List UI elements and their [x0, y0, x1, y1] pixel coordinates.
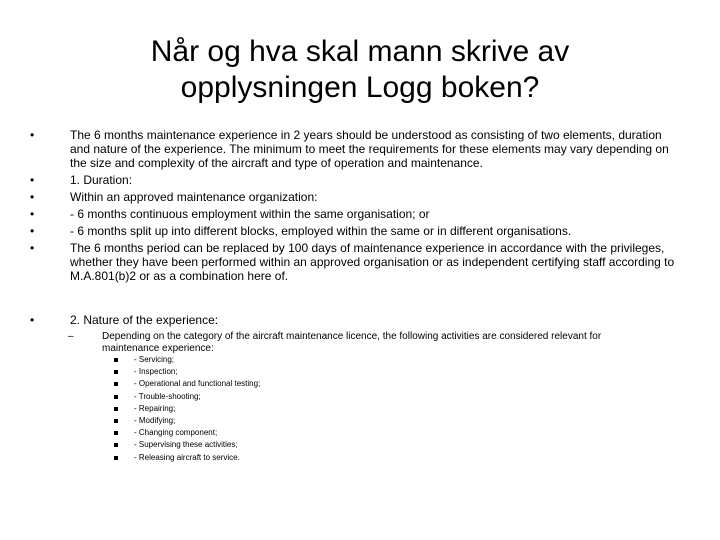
activity-item	[0, 403, 720, 415]
activity-text: - Servicing;	[134, 355, 175, 364]
activity-item	[0, 354, 720, 366]
activity-text: - Supervising these activities;	[134, 440, 238, 450]
list-item-text: 1. Duration:	[70, 173, 133, 187]
list-item-text: The 6 months maintenance experience in 2 years should be understood as consisting of two elements, duration and nature of the experience. The minimum to meet the requirements for these elements may vary depending on the size and complexity of the aircraft and type of operation and maintenance.	[70, 128, 669, 170]
activities-list	[0, 354, 720, 464]
activity-text: - Changing component;	[134, 428, 218, 438]
sub-list	[0, 331, 720, 355]
slide-title-line-1: Når og hva skal mann skrive av	[150, 35, 570, 68]
square-bullet-icon	[114, 419, 118, 423]
square-bullet-icon	[114, 358, 118, 362]
bullet-icon: •	[30, 128, 35, 142]
activity-text: - Inspection;	[134, 367, 178, 377]
activity-item	[0, 366, 720, 378]
sub-list-item	[0, 331, 720, 355]
bullet-icon: •	[30, 173, 35, 187]
square-bullet-icon	[114, 443, 118, 447]
bullet-icon: •	[30, 207, 35, 221]
list-item-text: Within an approved maintenance organization:	[70, 190, 318, 204]
activity-item	[0, 452, 720, 464]
square-bullet-icon	[114, 382, 118, 386]
list-item	[0, 173, 720, 187]
square-bullet-icon	[114, 456, 118, 460]
list-item	[0, 190, 720, 204]
activity-text: - Trouble-shooting;	[134, 391, 201, 401]
square-bullet-icon	[114, 431, 118, 435]
list-item-text: The 6 months period can be replaced by 100 days of maintenance experience in accordance with the privileges, whether they have been performed within an approved organisation or as independent certifying staff according to M.A.801(b)2 or as a combination here of.	[70, 241, 675, 283]
activity-text: - Modifying;	[134, 416, 176, 426]
activity-item	[0, 391, 720, 403]
square-bullet-icon	[114, 395, 118, 399]
bullet-icon: •	[30, 241, 35, 255]
list-item	[0, 207, 720, 221]
list-item	[0, 313, 720, 327]
activity-text: - Releasing aircraft to service.	[134, 452, 240, 462]
sub-list-item-text: Depending on the category of the aircraft maintenance licence, the following activities are considered relevant for maintenance experience:	[102, 331, 602, 354]
square-bullet-icon	[114, 407, 118, 411]
list-item	[0, 241, 720, 283]
main-bullet-list	[0, 128, 720, 283]
slide-title-line-2: opplysningen Logg boken?	[180, 71, 540, 104]
bullet-icon: •	[30, 224, 35, 238]
square-bullet-icon	[114, 370, 118, 374]
activity-text: - Operational and functional testing;	[134, 379, 261, 389]
nature-heading: 2. Nature of the experience:	[70, 313, 219, 327]
list-item	[0, 224, 720, 238]
list-item-text: - 6 months split up into different blocks, employed within the same or in different organisations.	[70, 224, 572, 238]
activity-item	[0, 427, 720, 439]
list-item	[0, 128, 720, 170]
activity-item	[0, 439, 720, 451]
bullet-icon: •	[30, 313, 35, 327]
nature-section	[0, 313, 720, 327]
bullet-icon: •	[30, 190, 35, 204]
activity-item	[0, 378, 720, 390]
dash-icon: –	[68, 331, 74, 342]
list-item-text: - 6 months continuous employment within the same organisation; or	[70, 207, 430, 221]
activity-item	[0, 415, 720, 427]
slide-title	[0, 34, 720, 106]
activity-text: - Repairing;	[134, 403, 176, 413]
